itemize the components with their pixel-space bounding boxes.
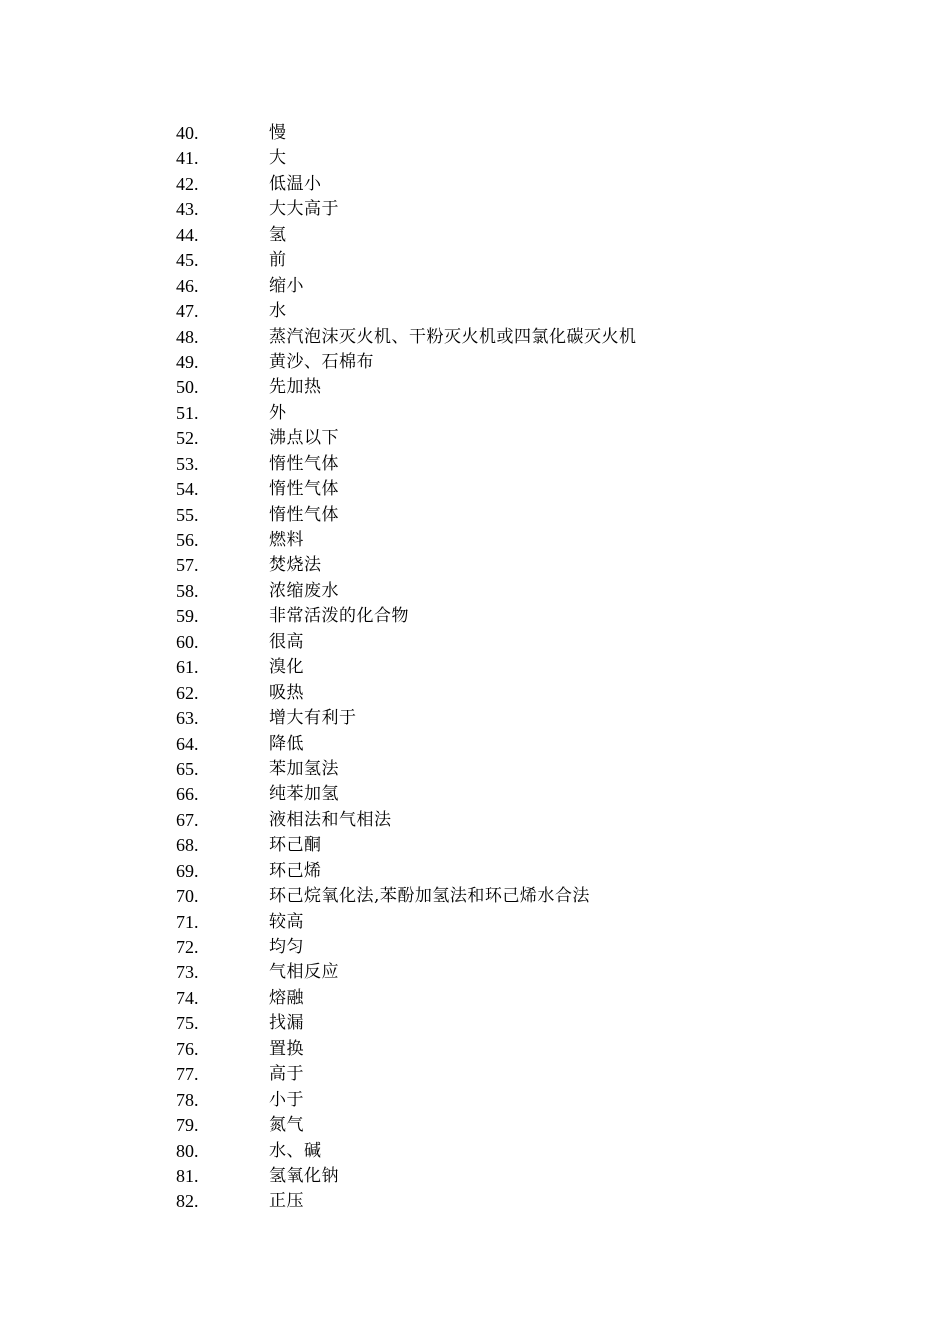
item-answer: 黄沙、石棉布: [269, 351, 374, 372]
item-number: 67.: [176, 809, 199, 830]
item-number: 62.: [176, 682, 199, 703]
item-number: 63.: [176, 708, 199, 729]
item-number: 64.: [176, 733, 199, 754]
item-number: 79.: [176, 1115, 199, 1136]
item-number: 40.: [176, 123, 199, 143]
list-item: [176, 375, 637, 400]
item-number: 61.: [176, 657, 199, 678]
item-answer: 外: [269, 402, 287, 423]
item-answer: 环己酮: [269, 835, 322, 856]
item-number: 43.: [176, 199, 199, 220]
item-number: 55.: [176, 504, 199, 525]
item-answer: 氮气: [269, 1115, 304, 1136]
item-number: 73.: [176, 962, 199, 983]
item-number: 57.: [176, 555, 199, 576]
list-item: [176, 986, 637, 1011]
list-item: [176, 146, 637, 171]
list-item: [176, 884, 637, 909]
item-number: 82.: [176, 1191, 199, 1212]
item-number: 68.: [176, 835, 199, 856]
item-answer: 均匀: [269, 937, 304, 957]
item-answer: 纯苯加氢: [269, 784, 339, 805]
item-answer: 溴化: [269, 657, 304, 678]
item-answer: 增大有利于: [269, 708, 357, 729]
item-number: 58.: [176, 580, 199, 601]
item-number: 52.: [176, 428, 199, 449]
list-item: [176, 248, 637, 273]
list-item: [176, 426, 637, 451]
item-number: 60.: [176, 631, 199, 652]
item-answer: 环己烷氧化法,苯酚加氢法和环己烯水合法: [269, 886, 590, 907]
item-answer: 缩小: [269, 275, 304, 296]
item-answer: 找漏: [269, 1013, 304, 1034]
list-item: [176, 757, 637, 782]
list-item: [176, 960, 637, 985]
item-answer: 非常活泼的化合物: [269, 606, 409, 627]
item-answer: 环己烯: [269, 860, 322, 881]
item-answer: 降低: [269, 733, 304, 754]
item-answer: 氢: [269, 224, 287, 245]
item-answer: 大大高于: [269, 199, 339, 220]
item-answer: 置换: [269, 1038, 304, 1059]
item-number: 81.: [176, 1165, 199, 1186]
list-item: [176, 401, 637, 426]
item-number: 45.: [176, 250, 199, 271]
list-item: [176, 223, 637, 248]
item-answer: 慢: [269, 123, 287, 143]
item-number: 50.: [176, 377, 199, 398]
item-answer: 沸点以下: [269, 428, 339, 449]
item-number: 41.: [176, 148, 199, 169]
list-item: [176, 121, 637, 146]
answer-list: [176, 121, 637, 1215]
item-number: 71.: [176, 911, 199, 932]
item-number: 48.: [176, 326, 199, 347]
list-item: [176, 732, 637, 757]
item-answer: 吸热: [269, 682, 304, 703]
item-number: 46.: [176, 275, 199, 296]
item-answer: 低温小: [269, 173, 322, 194]
item-answer: 正压: [269, 1191, 304, 1212]
item-answer: 惰性气体: [269, 479, 339, 500]
item-answer: 燃料: [269, 530, 304, 550]
item-answer: 较高: [269, 911, 304, 932]
item-answer: 惰性气体: [269, 504, 339, 525]
item-answer: 惰性气体: [269, 453, 339, 474]
item-number: 78.: [176, 1089, 199, 1110]
item-answer: 浓缩废水: [269, 580, 339, 601]
list-item: [176, 274, 637, 299]
item-number: 49.: [176, 351, 199, 372]
list-item: [176, 782, 637, 807]
list-item: [176, 325, 637, 350]
item-answer: 高于: [269, 1064, 304, 1085]
item-number: 74.: [176, 987, 199, 1008]
item-answer: 前: [269, 250, 287, 271]
list-item: [176, 172, 637, 197]
item-answer: 蒸汽泡沫灭火机、干粉灭火机或四氯化碳灭火机: [269, 326, 637, 347]
item-number: 44.: [176, 224, 199, 245]
list-item: [176, 452, 637, 477]
list-item: [176, 910, 637, 935]
item-answer: 氢氧化钠: [269, 1165, 339, 1186]
item-answer: 大: [269, 148, 287, 169]
item-answer: 焚烧法: [269, 555, 322, 576]
list-item: [176, 1062, 637, 1087]
item-answer: 小于: [269, 1089, 304, 1110]
item-number: 66.: [176, 784, 199, 805]
list-item: [176, 503, 637, 528]
list-item: [176, 197, 637, 222]
list-item: [176, 935, 637, 960]
list-item: [176, 706, 637, 731]
list-item: [176, 1037, 637, 1062]
list-item: [176, 579, 637, 604]
list-item: [176, 1113, 637, 1138]
item-number: 77.: [176, 1064, 199, 1085]
item-answer: 水、碱: [269, 1140, 322, 1161]
list-item: [176, 808, 637, 833]
list-item: [176, 1011, 637, 1036]
list-item: [176, 681, 637, 706]
item-answer: 苯加氢法: [269, 758, 339, 779]
list-item: [176, 833, 637, 858]
item-number: 51.: [176, 402, 199, 423]
item-number: 47.: [176, 301, 199, 322]
item-answer: 液相法和气相法: [269, 809, 392, 830]
item-number: 42.: [176, 173, 199, 194]
list-item: [176, 1088, 637, 1113]
item-number: 76.: [176, 1038, 199, 1059]
list-item: [176, 528, 637, 553]
item-answer: 先加热: [269, 377, 322, 398]
item-number: 75.: [176, 1013, 199, 1034]
item-number: 54.: [176, 479, 199, 500]
item-number: 53.: [176, 453, 199, 474]
item-number: 65.: [176, 758, 199, 779]
list-item: [176, 1164, 637, 1189]
list-item: [176, 553, 637, 578]
list-item: [176, 1189, 637, 1214]
item-number: 70.: [176, 886, 199, 907]
item-answer: 熔融: [269, 987, 304, 1008]
item-number: 72.: [176, 937, 199, 957]
item-number: 59.: [176, 606, 199, 627]
list-item: [176, 350, 637, 375]
list-item: [176, 859, 637, 884]
list-item: [176, 1139, 637, 1164]
item-number: 69.: [176, 860, 199, 881]
item-number: 56.: [176, 530, 199, 550]
list-item: [176, 630, 637, 655]
item-number: 80.: [176, 1140, 199, 1161]
item-answer: 水: [269, 301, 287, 322]
item-answer: 很高: [269, 631, 304, 652]
list-item: [176, 299, 637, 324]
list-item: [176, 655, 637, 680]
item-answer: 气相反应: [269, 962, 339, 983]
list-item: [176, 604, 637, 629]
list-item: [176, 477, 637, 502]
